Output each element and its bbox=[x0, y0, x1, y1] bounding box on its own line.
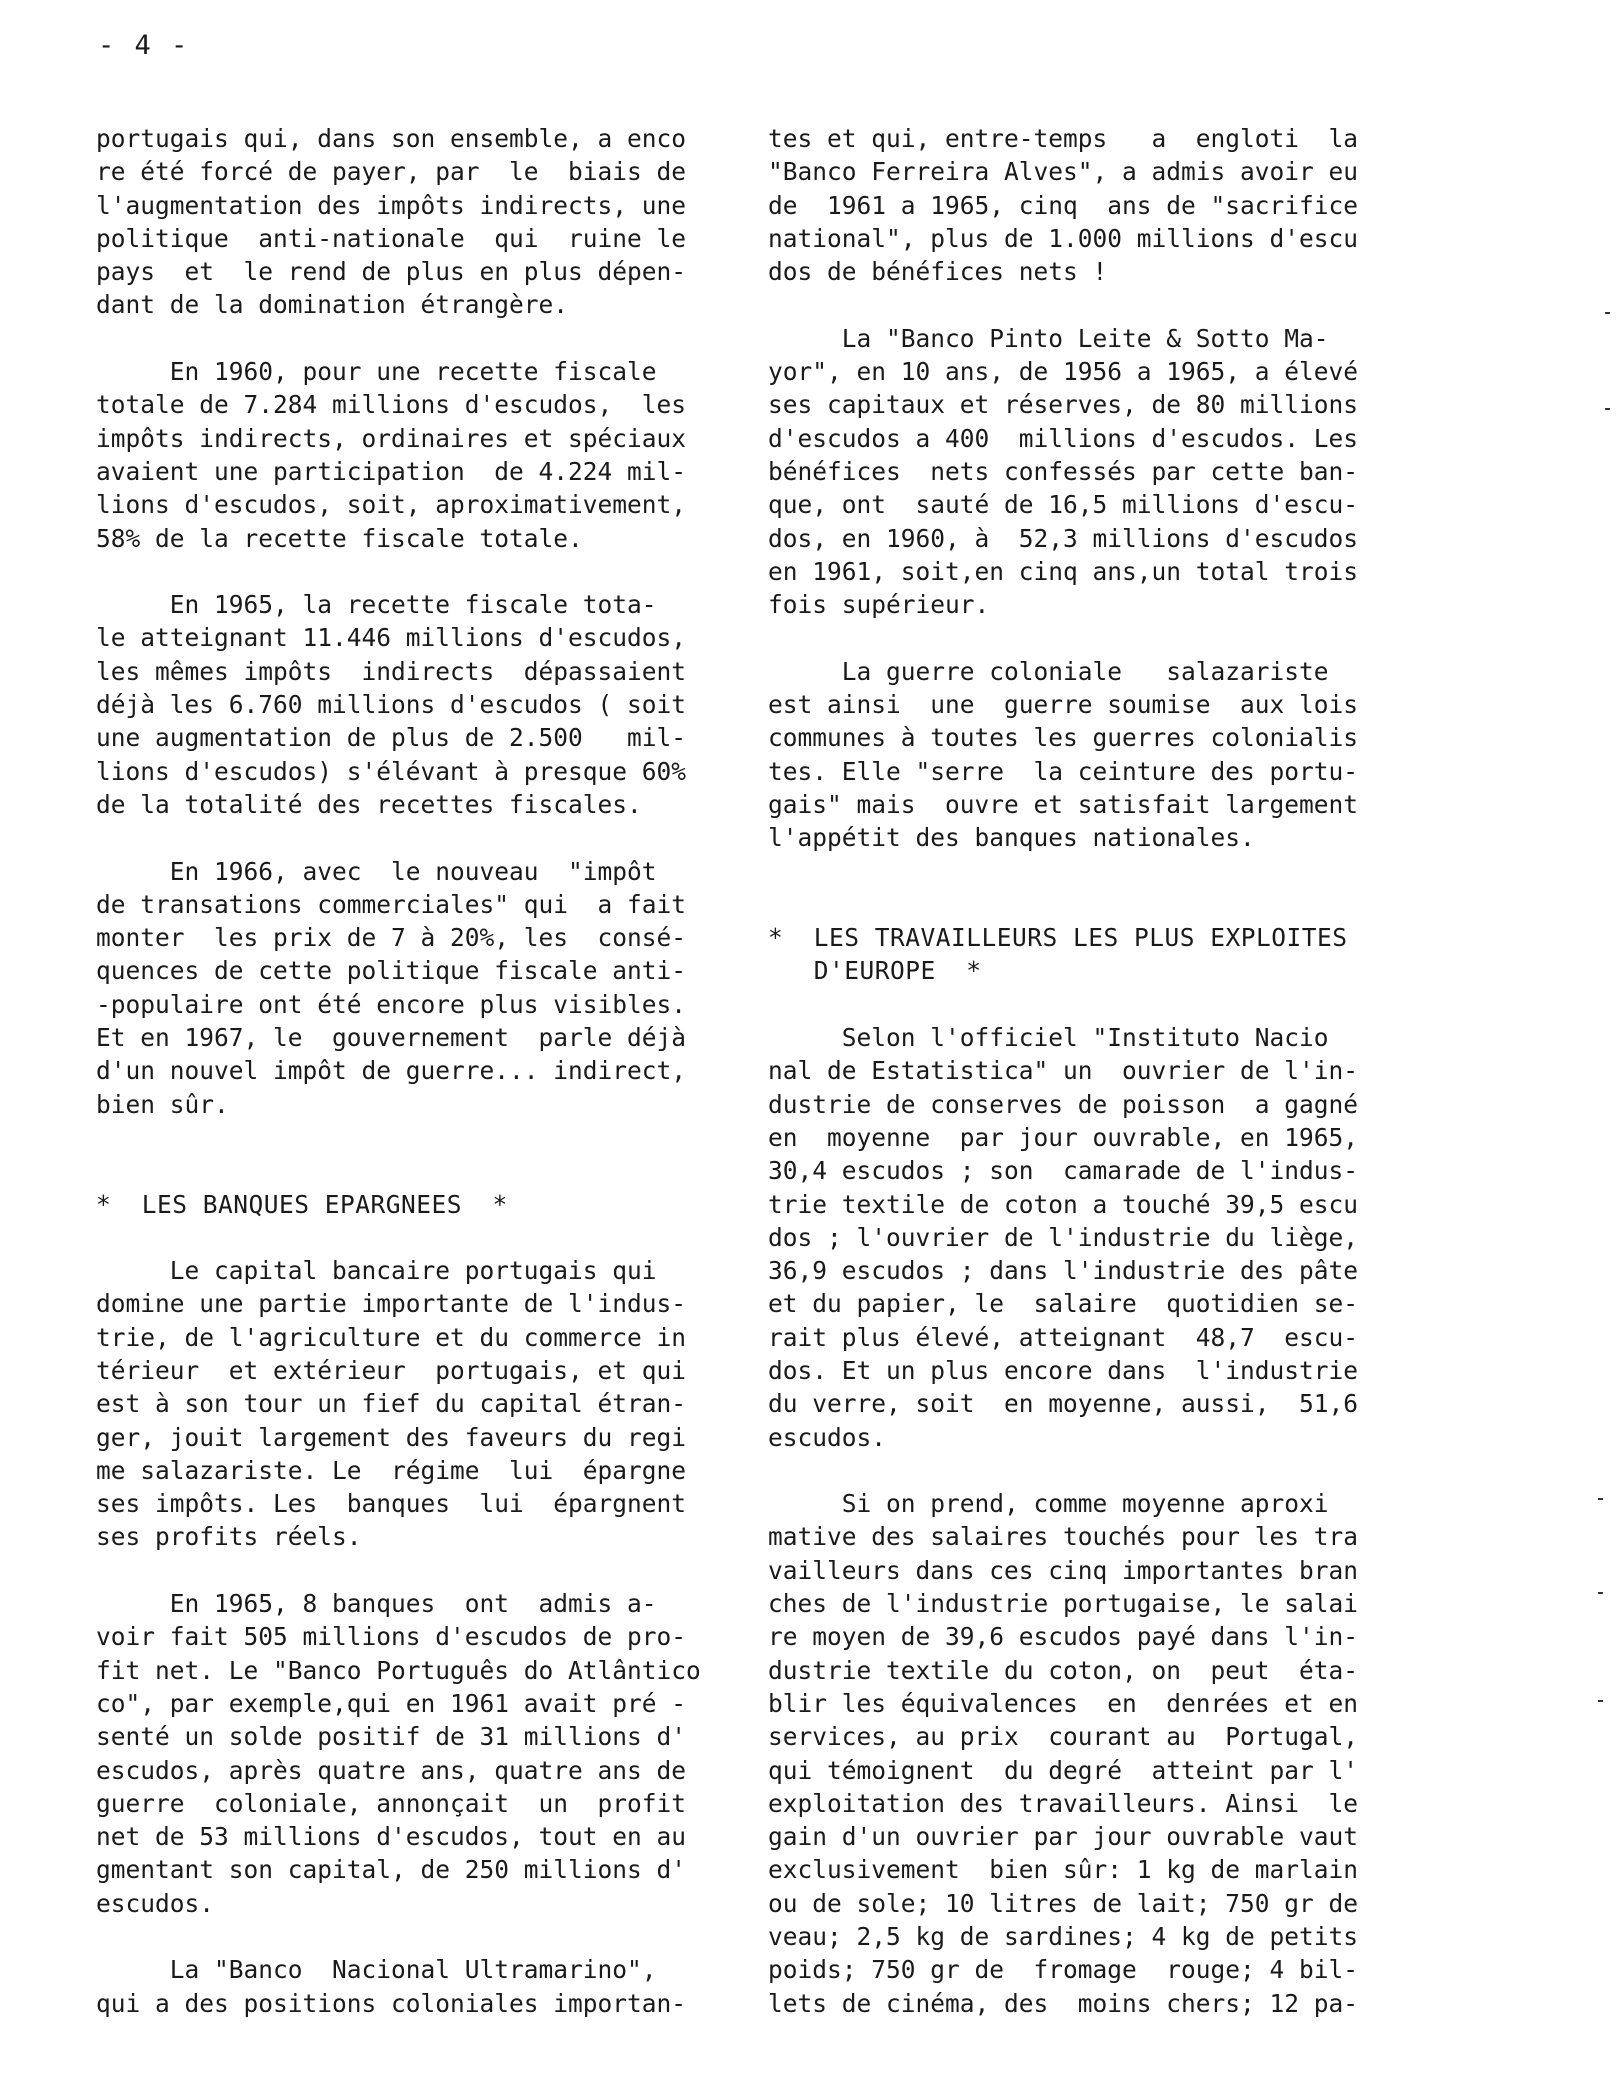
text-line: tes. Elle "serre la ceinture des portu- bbox=[768, 756, 1359, 786]
text-line: pays et le rend de plus en plus dépen- bbox=[96, 257, 687, 287]
text-line: dos. Et un plus encore dans l'industrie bbox=[768, 1355, 1359, 1385]
text-line: que, ont sauté de 16,5 millions d'escu- bbox=[768, 490, 1359, 520]
text-line: le atteignant 11.446 millions d'escudos, bbox=[96, 623, 687, 653]
text-line: services, au prix courant au Portugal, bbox=[768, 1722, 1359, 1752]
text-line: ses profits réels. bbox=[96, 1522, 362, 1552]
paragraph-gap bbox=[96, 322, 736, 355]
text-line: une augmentation de plus de 2.500 mil- bbox=[96, 723, 687, 753]
text-line: est ainsi une guerre soumise aux lois bbox=[768, 690, 1359, 720]
text-line: dos ; l'ouvrier de l'industrie du liège, bbox=[768, 1222, 1359, 1252]
text-line: veau; 2,5 kg de sardines; 4 kg de petits bbox=[768, 1922, 1359, 1952]
text-line: bien sûr. bbox=[96, 1089, 229, 1119]
paragraph-gap bbox=[96, 1121, 736, 1154]
text-line: escudos. bbox=[96, 1888, 215, 1918]
text-line: vailleurs dans ces cinq importantes bran bbox=[768, 1555, 1359, 1585]
text-line: senté un solde positif de 31 millions d' bbox=[96, 1722, 687, 1752]
text-line: En 1966, avec le nouveau "impôt bbox=[96, 856, 657, 886]
text-line: totale de 7.284 millions d'escudos, les bbox=[96, 390, 687, 420]
text-line: monter les prix de 7 à 20%, les consé- bbox=[96, 923, 687, 953]
text-line: ches de l'industrie portugaise, le salai bbox=[768, 1589, 1359, 1619]
text-line: de transations commerciales" qui a fait bbox=[96, 889, 687, 919]
text-line: du verre, soit en moyenne, aussi, 51,6 bbox=[768, 1389, 1359, 1419]
text-line: gain d'un ouvrier par jour ouvrable vaut bbox=[768, 1822, 1359, 1852]
text-line: 58% de la recette fiscale totale. bbox=[96, 523, 583, 553]
scan-speck bbox=[1605, 408, 1610, 410]
text-line: d'escudos a 400 millions d'escudos. Les bbox=[768, 423, 1359, 453]
text-line: escudos, après quatre ans, quatre ans de bbox=[96, 1755, 687, 1785]
text-line: "Banco Ferreira Alves", a admis avoir eu bbox=[768, 157, 1359, 187]
text-line: En 1965, 8 banques ont admis a- bbox=[96, 1589, 657, 1619]
scan-speck bbox=[1598, 1498, 1603, 1500]
text-line: re moyen de 39,6 escudos payé dans l'in- bbox=[768, 1622, 1359, 1652]
text-line: mative des salaires touchés pour les tra bbox=[768, 1522, 1359, 1552]
text-line: Et en 1967, le gouvernement parle déjà bbox=[96, 1023, 687, 1053]
text-line: dos de bénéfices nets ! bbox=[768, 257, 1108, 287]
text-line: lets de cinéma, des moins chers; 12 pa- bbox=[768, 1988, 1359, 2018]
text-line: tes et qui, entre-temps a engloti la bbox=[768, 124, 1359, 153]
scan-speck bbox=[1598, 1592, 1603, 1594]
text-line: ses impôts. Les banques lui épargnent bbox=[96, 1489, 687, 1519]
text-line: En 1965, la recette fiscale tota- bbox=[96, 590, 657, 620]
text-line: escudos. bbox=[768, 1422, 887, 1452]
paragraph-gap bbox=[768, 855, 1408, 888]
scan-speck bbox=[1598, 1700, 1603, 1702]
text-line: exploitation des travailleurs. Ainsi le bbox=[768, 1788, 1359, 1818]
paragraph-gap bbox=[768, 888, 1408, 921]
text-line: en 1961, soit,en cinq ans,un total trois bbox=[768, 556, 1359, 586]
text-line: 30,4 escudos ; son camarade de l'indus- bbox=[768, 1156, 1359, 1186]
text-line: guerre coloniale, annonçait un profit bbox=[96, 1788, 687, 1818]
text-line: blir les équivalences en denrées et en bbox=[768, 1688, 1359, 1718]
text-line: portugais qui, dans son ensemble, a enco bbox=[96, 124, 687, 153]
text-line: La guerre coloniale salazariste bbox=[768, 656, 1329, 686]
text-line: ger, jouit largement des faveurs du regi bbox=[96, 1422, 687, 1452]
paragraph-gap bbox=[768, 988, 1408, 1021]
paragraph-gap bbox=[96, 1221, 736, 1254]
text-line: fit net. Le "Banco Português do Atlântico bbox=[96, 1655, 701, 1685]
text-line: quences de cette politique fiscale anti- bbox=[96, 956, 687, 986]
text-line: La "Banco Nacional Ultramarino", bbox=[96, 1955, 657, 1985]
text-line: poids; 750 gr de fromage rouge; 4 bil- bbox=[768, 1955, 1359, 1985]
text-line: dos, en 1960, à 52,3 millions d'escudos bbox=[768, 523, 1359, 553]
paragraph-gap bbox=[768, 288, 1408, 321]
text-line: de la totalité des recettes fiscales. bbox=[96, 789, 642, 819]
text-line: exclusivement bien sûr: 1 kg de marlain bbox=[768, 1855, 1359, 1885]
text-line: impôts indirects, ordinaires et spéciaux bbox=[96, 423, 687, 453]
text-line: lions d'escudos) s'élévant à presque 60% bbox=[96, 756, 687, 786]
text-line: net de 53 millions d'escudos, tout en au bbox=[96, 1822, 687, 1852]
text-line: ou de sole; 10 litres de lait; 750 gr de bbox=[768, 1888, 1359, 1918]
text-line: fois supérieur. bbox=[768, 590, 990, 620]
text-line: déjà les 6.760 millions d'escudos ( soit bbox=[96, 690, 687, 720]
text-line: domine une partie importante de l'indus- bbox=[96, 1289, 687, 1319]
text-line: avaient une participation de 4.224 mil- bbox=[96, 456, 687, 486]
paragraph-gap bbox=[768, 621, 1408, 654]
text-line: Si on prend, comme moyenne aproxi bbox=[768, 1489, 1329, 1519]
paragraph-gap bbox=[96, 821, 736, 854]
text-line: gais" mais ouvre et satisfait largement bbox=[768, 789, 1359, 819]
text-line: -populaire ont été encore plus visibles. bbox=[96, 989, 687, 1019]
section-heading: * LES BANQUES EPARGNEES * bbox=[96, 1189, 508, 1219]
text-line: qui a des positions coloniales importan- bbox=[96, 1988, 687, 2018]
text-line: communes à toutes les guerres colonialis bbox=[768, 723, 1359, 753]
text-line: nal de Estatistica" un ouvrier de l'in- bbox=[768, 1056, 1359, 1086]
right-column bbox=[768, 122, 1408, 2020]
text-line: politique anti-nationale qui ruine le bbox=[96, 223, 687, 253]
text-line: trie, de l'agriculture et du commerce in bbox=[96, 1322, 687, 1352]
text-line: d'un nouvel impôt de guerre... indirect, bbox=[96, 1056, 687, 1086]
text-line: rait plus élevé, atteignant 48,7 escu- bbox=[768, 1322, 1359, 1352]
text-line: est à son tour un fief du capital étran- bbox=[96, 1389, 687, 1419]
text-line: dustrie de conserves de poisson a gagné bbox=[768, 1089, 1359, 1119]
paragraph-gap bbox=[768, 1454, 1408, 1487]
paragraph-gap bbox=[96, 1554, 736, 1587]
text-line: dant de la domination étrangère. bbox=[96, 290, 569, 320]
scan-speck bbox=[1605, 312, 1610, 314]
section-heading: * LES TRAVAILLEURS LES PLUS EXPLOITES bbox=[768, 923, 1348, 953]
paragraph-gap bbox=[96, 1920, 736, 1953]
text-line: l'augmentation des impôts indirects, une bbox=[96, 190, 687, 220]
text-line: en moyenne par jour ouvrable, en 1965, bbox=[768, 1122, 1359, 1152]
text-line: co", par exemple,qui en 1961 avait pré - bbox=[96, 1688, 687, 1718]
text-line: les mêmes impôts indirects dépassaient bbox=[96, 656, 687, 686]
text-line: re été forcé de payer, par le biais de bbox=[96, 157, 687, 187]
text-line: ses capitaux et réserves, de 80 millions bbox=[768, 390, 1359, 420]
text-line: l'appétit des banques nationales. bbox=[768, 823, 1255, 853]
text-line: voir fait 505 millions d'escudos de pro- bbox=[96, 1622, 687, 1652]
text-line: me salazariste. Le régime lui épargne bbox=[96, 1455, 687, 1485]
text-line: national", plus de 1.000 millions d'escu bbox=[768, 223, 1359, 253]
text-line: 36,9 escudos ; dans l'industrie des pâte bbox=[768, 1256, 1359, 1286]
text-line: trie textile de coton a touché 39,5 escu bbox=[768, 1189, 1359, 1219]
text-line: lions d'escudos, soit, aproximativement, bbox=[96, 490, 687, 520]
text-line: gmentant son capital, de 250 millions d' bbox=[96, 1855, 687, 1885]
text-line: térieur et extérieur portugais, et qui bbox=[96, 1355, 687, 1385]
text-line: La "Banco Pinto Leite & Sotto Ma- bbox=[768, 323, 1329, 353]
paragraph-gap bbox=[96, 1154, 736, 1187]
text-line: En 1960, pour une recette fiscale bbox=[96, 357, 657, 387]
text-line: bénéfices nets confessés par cette ban- bbox=[768, 456, 1359, 486]
text-line: de 1961 a 1965, cinq ans de "sacrifice bbox=[768, 190, 1359, 220]
text-line: yor", en 10 ans, de 1956 a 1965, a élevé bbox=[768, 357, 1359, 387]
text-line: dustrie textile du coton, on peut éta- bbox=[768, 1655, 1359, 1685]
left-column bbox=[96, 122, 736, 2020]
paragraph-gap bbox=[96, 555, 736, 588]
text-line: Le capital bancaire portugais qui bbox=[96, 1256, 657, 1286]
text-line: Selon l'officiel "Instituto Nacio bbox=[768, 1023, 1329, 1053]
text-line: qui témoignent du degré atteint par l' bbox=[768, 1755, 1359, 1785]
section-heading: D'EUROPE * bbox=[768, 956, 982, 986]
text-line: et du papier, le salaire quotidien se- bbox=[768, 1289, 1359, 1319]
page-number: - 4 - bbox=[98, 30, 190, 61]
